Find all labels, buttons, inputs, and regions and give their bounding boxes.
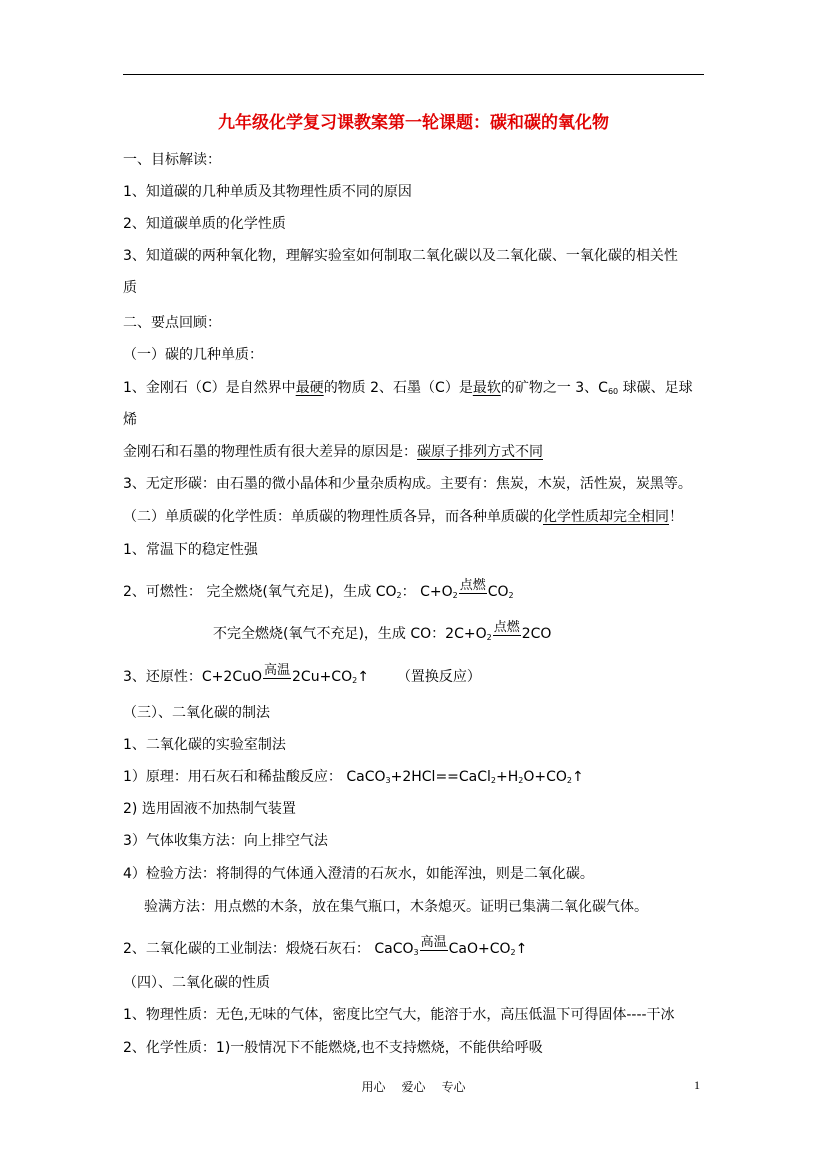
chemical-properties-heading: （二）单质碳的化学性质：单质碳的物理性质各异，而各种单质碳的化学性质却完全相同！ [123,509,683,525]
co2-preparation-heading: （三）、二氧化碳的制法 [123,705,270,721]
physical-difference-line: 金刚石和石墨的物理性质有很大差异的原因是：碳原子排列方式不同 [123,444,543,460]
goal-3: 3、知道碳的两种氧化物，理解实验室如何制取二氧化碳以及二氧化碳、一氧化碳的相关性 [123,248,678,264]
gas-up-arrow-icon: ↑ [357,669,369,685]
co2-properties-heading: （四）、二氧化碳的性质 [123,975,270,991]
atom-arrangement-text: 碳原子排列方式不同 [417,444,543,460]
page-footer: 用心 爱心 专心 [361,1080,466,1094]
ignite-condition-2: 点燃 [493,620,520,635]
physical-properties-line: 1、物理性质：无色,无味的气体，密度比空气大，能溶于水，高压低温下可得固体----干冰 [123,1007,675,1023]
combustion-incomplete-line: 不完全燃烧(氧气不充足)，生成 CO：$2C+O_2$ 点燃 2CO [213,620,552,642]
carbon-elements-wrap: 烯 [123,412,137,428]
industrial-preparation-line: 2、二氧化碳的工业制法：煅烧石灰石： CaCO$_3$ 高温 $CaO+CO_2↑$ [123,935,528,957]
amorphous-carbon-line: 3、无定形碳：由石墨的微小晶体和少量杂质构成。主要有：焦炭，木炭，活性炭，炭黑等。 [123,476,692,492]
review-heading: 二、要点回顾： [123,315,221,331]
high-temp-condition: 高温 [264,663,291,678]
test-method-line: 4）检验方法：将制得的气体通入澄清的石灰水，如能浑浊，则是二氧化碳。 [123,866,594,882]
collection-line: 3）气体收集方法：向上排空气法 [123,833,328,849]
carbon-elements-line: 1、金刚石（C）是自然界中最硬的物质 2、石墨（C）是最软的矿物之一 3、$C_{60}$ 球碳、足球 [123,380,693,396]
combustion-complete-line: 2、可燃性： 完全燃烧(氧气充足)，生成 $CO_2$： $C+O_2$ 点燃 $CO_2$ [123,578,514,600]
goal-1: 1、知道碳的几种单质及其物理性质不同的原因 [123,184,412,200]
chemical-properties-line: 2、化学性质：1)一般情况下不能燃烧,也不支持燃烧，不能供给呼吸 [123,1040,543,1056]
lab-preparation-line: 1、二氧化碳的实验室制法 [123,737,286,753]
gas-up-arrow-icon: ↑ [572,769,584,785]
reduction-line: 3、还原性：C+2CuO 高温 $2Cu+CO_2↑$ （置换反应） [123,663,481,685]
page-number: 1 [694,1078,700,1092]
hardest-text: 最硬 [295,380,324,396]
goals-heading: 一、目标解读： [123,152,221,168]
ignite-condition: 点燃 [459,578,486,593]
stability-line: 1、常温下的稳定性强 [123,542,258,558]
apparatus-line: 2) 选用固液不加热制气装置 [123,801,296,817]
document-title: 九年级化学复习课教案第一轮课题：碳和碳的氧化物 [218,113,609,133]
carbon-elements-heading: （一）碳的几种单质： [123,347,263,363]
same-chemistry-text: 化学性质却完全相同 [543,509,669,525]
softest-text: 最软 [472,380,501,396]
gas-up-arrow-icon: ↑ [515,941,528,957]
full-check-line: 验满方法：用点燃的木条，放在集气瓶口，木条熄灭。证明已集满二氧化碳气体。 [144,899,648,915]
high-temp-condition-2: 高温 [420,935,447,950]
goal-2: 2、知道碳单质的化学性质 [123,216,286,232]
header-rule [123,74,704,75]
principle-line: 1）原理：用石灰石和稀盐酸反应： $CaCO_3+2HCl==CaCl_2+H_2O+CO_2↑$ [123,769,584,785]
goal-3-wrap: 质 [123,280,137,296]
